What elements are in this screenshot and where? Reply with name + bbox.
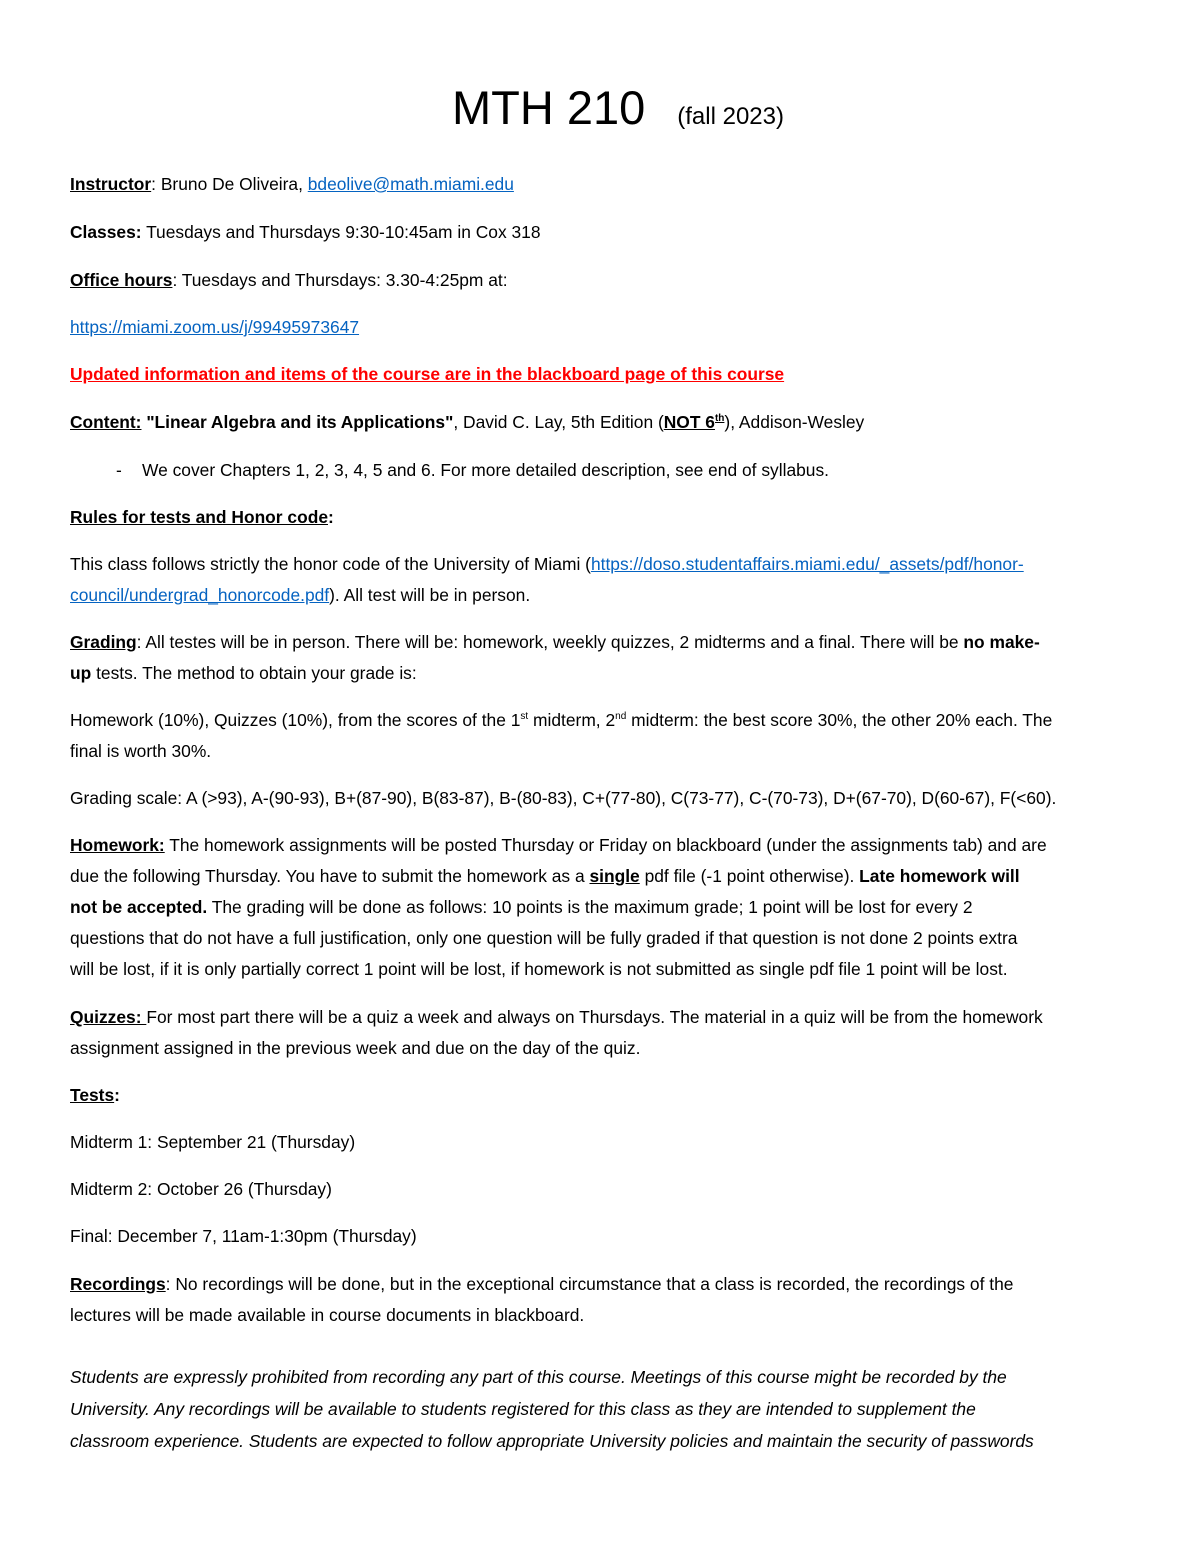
honor-code-link[interactable]: https://doso.studentaffairs.miami.edu/_assets/pdf/honor-: [590, 554, 1024, 574]
office-hours-line: Office hours: Tuesdays and Thursdays: 3.30-4:25pm at:: [70, 270, 508, 290]
honor-code-link-cont[interactable]: council/undergrad_honorcode.pdf: [70, 585, 330, 605]
zoom-link[interactable]: https://miami.zoom.us/j/99495973647: [70, 317, 360, 337]
zoom-link-line: [70, 316, 1140, 338]
course-term: (fall 2023): [677, 103, 784, 130]
quizzes-line-2: assignment assigned in the previous week and due on the day of the quiz.: [70, 1038, 641, 1058]
grading-weights-line-1: Homework (10%), Quizzes (10%), from the scores of the 1st midterm, 2nd midterm: the best score 30%, the other 20% each. The: [70, 710, 1053, 730]
quizzes-line-1: Quizzes: For most part there will be a quiz a week and always on Thursdays. The material in a quiz will be from the homework: [70, 1007, 1043, 1027]
classes-line: Classes: Tuesdays and Thursdays 9:30-10:45am in Cox 318: [70, 222, 541, 242]
homework-line-1: Homework: The homework assignments will be posted Thursday or Friday on blackboard (under the assignments tab) and are: [70, 835, 1047, 855]
rules-line-1: This class follows strictly the honor code of the University of Miami (https://doso.studentaffairs.miami.edu/_assets/pdf/honor-: [70, 554, 1024, 574]
tests-heading: Tests:: [70, 1085, 120, 1105]
syllabus-page: MTH 210 (fall 2023) Instructor: Bruno De Oliveira, bdeolive@math.miami.edu Classes: Tuesdays and Thursdays 9:30-10:45am in Cox 318 Office hours: Tuesdays and Thursdays: 3.30-4:25pm at: https://miami.zoom.us/j/99495973647 Updated information and items of the course are in the blackboard page of this course Content: "Linear Algebra and its Applications", David C. Lay, 5th Edition (NOT 6th), Addison-Wesley - We cover Chapters 1, 2, 3, 4, 5 and 6. For more detailed description, see end of syllabus. Rules for tests and Honor code: This class follows strictly the honor code of the University of Miami (https://doso.studentaffairs.miami.edu/_assets/pdf/honor- council/undergrad_honorcode.pdf). All test will be in person. Grading: All testes will be in person. There will be: homework, weekly quizzes, 2 midterms and a final. There will be no make- up tests. The method to obtain your grade is: Homework (10%), Quizzes (10%), from the scores of the 1st midterm, 2nd midterm: the best score 30%, the other 20% each. The final is worth 30%. Grading scale: A (>93), A-(90-93), B+(87-90), B(83-87), B-(80-83), C+(77-80), C(73-77), C-(70-73), D+(67-70), D(60-67), F(<60). Homework: The homework assignments will be posted Thursday or Friday on blackboard (under the assignments tab) and are due the following Thursday. You have to submit the homework as a single pdf file (-1 point otherwise). Late homework will not be accepted. The grading will be done as follows: 10 points is the maximum grade; 1 point will be lost for every 2 questions that do not have a full justification, only one question will be fully graded if that question is not done 2 points extra will be lost, if it is only partially correct 1 point will be lost, if homework is not submitted as single pdf file 1 point will be lost. Quizzes: For most part there will be a quiz a week and always on Thursdays. The material in a quiz will be from the homework assignment assigned in the previous week and due on the day of the quiz. Tests: Midterm 1: September 21 (Thursday) Midterm 2: October 26 (Thursday) Final: December 7, 11am-1:30pm (Thursday) Recordings: No recordings will be done, but in the exceptional circumstance that a class is recorded, the recordings of the lectures will be made available in course documents in blackboard. Students are expressly prohibited from recording any part of this course. Meetings of this course might be recorded by the University. Any recordings will be available to students registered for this class as they are intended to supplement the classroom experience. Students are expected to follow appropriate University policies and maintain the security of passwords: [0, 0, 1200, 1553]
course-code: MTH 210: [451, 81, 646, 134]
content-line: Content: "Linear Algebra and its Applications", David C. Lay, 5th Edition (NOT 6th), Addison-Wesley: [70, 412, 865, 432]
homework-line-3: not be accepted. The grading will be done as follows: 10 points is the maximum grade; 1 point will be lost for every 2: [70, 897, 973, 917]
instructor-email-link[interactable]: bdeolive@math.miami.edu: [307, 174, 514, 194]
grading-line-1: Grading: All testes will be in person. There will be: homework, weekly quizzes, 2 midterms and a final. There will be no make-: [70, 632, 1040, 652]
final-exam: Final: December 7, 11am-1:30pm (Thursday): [70, 1226, 417, 1246]
homework-line-4: questions that do not have a full justification, only one question will be fully graded if that question is not done 2 points extra: [70, 928, 1018, 948]
instructor-line: Instructor: Bruno De Oliveira, bdeolive@math.miami.edu: [70, 174, 514, 194]
policy-line-3: classroom experience. Students are expected to follow appropriate University policies and maintain the security of passwords: [70, 1431, 1034, 1451]
policy-line-2: University. Any recordings will be available to students registered for this class as they are intended to supplement the: [70, 1399, 976, 1419]
homework-line-2: due the following Thursday. You have to submit the homework as a single pdf file (-1 point otherwise). Late homework will: [70, 866, 1020, 886]
grading-weights-line-2: final is worth 30%.: [70, 741, 212, 761]
recordings-line-2: lectures will be made available in course documents in blackboard.: [70, 1305, 585, 1325]
policy-line-1: Students are expressly prohibited from recording any part of this course. Meetings of this course might be recorded by the: [70, 1367, 1007, 1387]
grading-line-2: up tests. The method to obtain your grade is:: [70, 663, 417, 683]
rules-heading: Rules for tests and Honor code:: [70, 507, 334, 527]
course-title: [0, 78, 1200, 147]
blackboard-notice: Updated information and items of the course are in the blackboard page of this course: [70, 364, 785, 384]
rules-line-2: council/undergrad_honorcode.pdf). All test will be in person.: [70, 585, 531, 605]
grading-scale: Grading scale: A (>93), A-(90-93), B+(87-90), B(83-87), B-(80-83), C+(77-80), C(73-77), C-(70-73), D+(67-70), D(60-67), F(<60).: [70, 788, 1057, 808]
midterm-1: Midterm 1: September 21 (Thursday): [70, 1132, 356, 1152]
homework-line-5: will be lost, if it is only partially correct 1 point will be lost, if homework is not submitted as single pdf file 1 point will be lost.: [70, 959, 1008, 979]
recordings-line-1: Recordings: No recordings will be done, but in the exceptional circumstance that a class is recorded, the recordings of the: [70, 1274, 1014, 1294]
midterm-2: Midterm 2: October 26 (Thursday): [70, 1179, 332, 1199]
